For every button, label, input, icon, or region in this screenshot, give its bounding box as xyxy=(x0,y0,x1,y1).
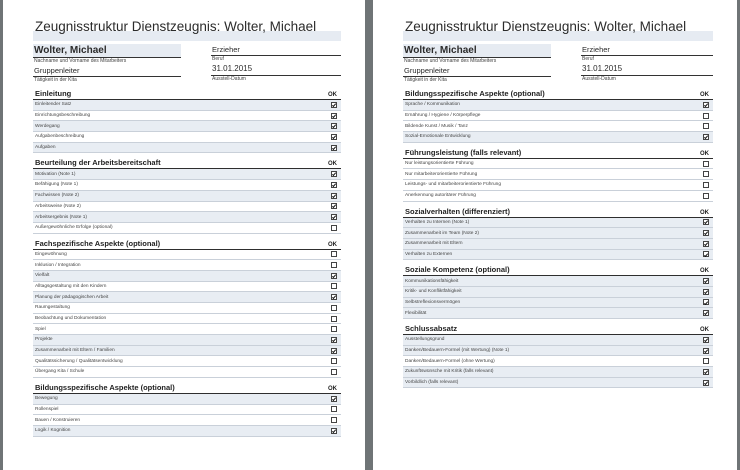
item-label: Eingewöhnung xyxy=(35,251,67,257)
checklist-row xyxy=(33,367,341,378)
checkbox-checked[interactable] xyxy=(703,348,709,354)
item-label: Ausstellungsgrund xyxy=(405,337,445,343)
checklist-row xyxy=(33,143,341,154)
checklist-row xyxy=(33,212,341,223)
checkbox-checked[interactable] xyxy=(703,219,709,225)
item-label: Werdegang xyxy=(35,123,60,129)
section-heading xyxy=(403,146,713,159)
date-caption: Ausstell-Datum xyxy=(212,76,246,82)
checkbox-checked[interactable] xyxy=(703,299,709,305)
checkbox-unchecked[interactable] xyxy=(331,406,337,412)
checkbox-checked[interactable] xyxy=(331,171,337,177)
item-label: Aufgabenbeschreibung xyxy=(35,134,85,140)
ok-column-label: OK xyxy=(328,92,337,98)
checklist-row xyxy=(33,121,341,132)
checkbox-unchecked[interactable] xyxy=(703,182,709,188)
checkbox-unchecked[interactable] xyxy=(331,283,337,289)
checkbox-unchecked[interactable] xyxy=(703,161,709,167)
section-title: Einleitung xyxy=(35,89,72,98)
job-value: Erzieher xyxy=(212,45,240,54)
checkbox-checked[interactable] xyxy=(331,294,337,300)
section-heading xyxy=(33,156,341,169)
checkbox-unchecked[interactable] xyxy=(703,123,709,129)
checkbox-checked[interactable] xyxy=(703,337,709,343)
checklist-row xyxy=(403,159,713,170)
item-label: Qualitätssicherung / Qualitätsentwicklung xyxy=(35,358,123,364)
role-caption: Tätigkeit in der Kita xyxy=(34,77,77,83)
checklist-row xyxy=(33,415,341,426)
header-left-column xyxy=(33,44,181,84)
checkbox-unchecked[interactable] xyxy=(331,305,337,311)
section-title: Soziale Kompetenz (optional) xyxy=(405,265,510,275)
checklist-row xyxy=(33,314,341,325)
section-title: Sozialverhalten (differenziert) xyxy=(405,206,511,216)
item-label: Alltagsgestaltung mit den Kindern xyxy=(35,283,107,289)
checkbox-checked[interactable] xyxy=(703,102,709,108)
item-label: Kritik- und Konfliktfähigkeit xyxy=(405,289,462,295)
item-label: Arbeitsweise (Note 2) xyxy=(35,203,81,209)
ok-column-label: OK xyxy=(700,92,709,98)
checklist-row xyxy=(33,394,341,405)
item-label: Projekte xyxy=(35,337,53,343)
checkbox-checked[interactable] xyxy=(331,203,337,209)
checkbox-checked[interactable] xyxy=(703,278,709,284)
item-label: Zusammenarbeit mit Eltern / Familien xyxy=(35,348,115,354)
job-caption: Beruf xyxy=(212,56,224,62)
ok-column-label: OK xyxy=(700,327,709,333)
item-label: Nur leistungsorientierte Führung xyxy=(405,161,474,167)
item-label: Zukunftswünsche mit Kritik (falls relevant) xyxy=(405,369,494,375)
checkbox-unchecked[interactable] xyxy=(331,369,337,375)
item-label: Motivation (Note 1) xyxy=(35,171,76,177)
item-label: Bildende Kunst / Musik / Tanz xyxy=(405,123,468,129)
section-title: Führungsleistung (falls relevant) xyxy=(405,147,522,157)
section-title: Beurteilung der Arbeitsbereitschaft xyxy=(35,158,161,168)
checklist-row xyxy=(33,250,341,261)
item-label: Bewegung xyxy=(35,396,58,402)
checklist-row xyxy=(403,276,713,287)
checklist-row xyxy=(403,378,713,389)
item-label: Zusammenarbeit mit Eltern xyxy=(405,241,463,247)
checklist-row xyxy=(403,298,713,309)
checkbox-checked[interactable] xyxy=(331,273,337,279)
header-right-column xyxy=(581,44,713,84)
ok-column-label: OK xyxy=(328,385,337,392)
document-page-left xyxy=(3,0,365,470)
item-label: Vielfalt xyxy=(35,273,50,279)
checkbox-checked[interactable] xyxy=(331,134,337,140)
checklist-row xyxy=(403,239,713,250)
item-label: Vorbildlich (falls relevant) xyxy=(405,380,459,386)
checklist-row xyxy=(403,250,713,261)
checkbox-checked[interactable] xyxy=(331,123,337,129)
section-title: Bildungsspezifische Aspekte (optional) xyxy=(405,89,545,98)
checklist-row xyxy=(33,405,341,416)
document-title: Zeugnisstruktur Dienstzeugnis: Wolter, Michael xyxy=(403,19,713,41)
checklist-row xyxy=(33,303,341,314)
checklist-row xyxy=(403,346,713,357)
checklist-row xyxy=(33,292,341,303)
document-title: Zeugnisstruktur Dienstzeugnis: Wolter, Michael xyxy=(33,19,341,41)
item-label: Leistungs- und mitarbeiterorientierte Führung xyxy=(405,182,501,188)
item-label: Planung der pädagogischen Arbeit xyxy=(35,294,109,300)
item-label: Anerkennung autoritärer Führung xyxy=(405,193,476,199)
ok-column-label: OK xyxy=(700,268,709,275)
item-label: Einrichtungsbeschreibung xyxy=(35,113,91,119)
checklist-row xyxy=(403,228,713,239)
item-label: Danken/Bedauern-Formel (mit Wertung) (Note 1) xyxy=(405,348,510,354)
item-label: Raumgestaltung xyxy=(35,305,70,311)
checkbox-checked[interactable] xyxy=(703,230,709,236)
checklist-row xyxy=(403,132,713,143)
checkbox-unchecked[interactable] xyxy=(703,193,709,199)
employee-name: Wolter, Michael xyxy=(33,44,181,57)
checkbox-checked[interactable] xyxy=(331,145,337,151)
checklist-row xyxy=(33,335,341,346)
item-label: Sprache / Kommunikation xyxy=(405,102,460,108)
item-label: Außergewöhnliche Erfolge (optional) xyxy=(35,225,113,231)
checklist-row xyxy=(33,191,341,202)
checklist-row xyxy=(403,191,713,202)
checklist-row xyxy=(33,132,341,143)
item-label: Logik / Kognition xyxy=(35,428,71,434)
date-caption: Ausstell-Datum xyxy=(582,76,616,82)
header-fields xyxy=(403,44,713,84)
checkbox-checked[interactable] xyxy=(703,369,709,375)
checkbox-checked[interactable] xyxy=(703,310,709,316)
date-value: 31.01.2015 xyxy=(212,64,253,73)
item-label: Befähigung (Note 1) xyxy=(35,182,78,188)
checklist-row xyxy=(403,308,713,319)
checklist-row xyxy=(33,260,341,271)
checkbox-unchecked[interactable] xyxy=(703,358,709,364)
checklist-row xyxy=(403,180,713,191)
item-label: Einleitender Satz xyxy=(35,102,72,108)
item-label: Fachwissen (Note 2) xyxy=(35,193,79,199)
checklist-row xyxy=(33,202,341,213)
checkbox-checked[interactable] xyxy=(703,241,709,247)
checklist-row xyxy=(403,218,713,229)
checkbox-checked[interactable] xyxy=(703,380,709,386)
item-label: Verhalten zu Externen xyxy=(405,251,453,257)
employee-name-caption: Nachname und Vorname des Mitarbeiters xyxy=(404,58,497,64)
item-label: Nur mitarbeiterorientierte Führung xyxy=(405,171,478,177)
header-right-column xyxy=(211,44,341,84)
checklist-row xyxy=(403,367,713,378)
checklist-row xyxy=(33,169,341,180)
checklist-row xyxy=(33,223,341,234)
checklist-row xyxy=(33,356,341,367)
checkbox-unchecked[interactable] xyxy=(331,225,337,231)
checkbox-checked[interactable] xyxy=(331,214,337,220)
checklist-row xyxy=(403,356,713,367)
checkbox-unchecked[interactable] xyxy=(331,316,337,322)
item-label: Danken/Bedauern-Formel (ohne Wertung) xyxy=(405,358,495,364)
checklist-row xyxy=(33,324,341,335)
item-label: Flexibilität xyxy=(405,310,427,316)
item-label: Aufgaben xyxy=(35,145,56,151)
ok-column-label: OK xyxy=(700,209,709,216)
ok-column-label: OK xyxy=(328,241,337,248)
item-label: Ernährung / Hygiene / Körperpflege xyxy=(405,113,481,119)
checkbox-checked[interactable] xyxy=(331,428,337,434)
checkbox-unchecked[interactable] xyxy=(331,326,337,332)
checklist-row xyxy=(403,111,713,122)
section-heading xyxy=(403,205,713,218)
checklist-row xyxy=(33,180,341,191)
checkbox-checked[interactable] xyxy=(331,182,337,188)
checklist-row xyxy=(33,426,341,437)
checkbox-checked[interactable] xyxy=(331,193,337,199)
employee-name: Wolter, Michael xyxy=(403,44,551,57)
item-label: Arbeitsergebnis (Note 1) xyxy=(35,214,87,220)
role-caption: Tätigkeit in der Kita xyxy=(404,77,447,83)
item-label: Zusammenarbeit im Team (Note 2) xyxy=(405,230,480,236)
section-heading xyxy=(403,322,713,335)
checklist-row xyxy=(403,335,713,346)
job-value: Erzieher xyxy=(582,45,610,54)
date-value: 31.01.2015 xyxy=(582,64,623,73)
item-label: Übergang Kita / Schule xyxy=(35,369,85,375)
checklist-row xyxy=(403,287,713,298)
checkbox-checked[interactable] xyxy=(703,289,709,295)
checklist-row xyxy=(33,111,341,122)
item-label: Beobachtung und Dokumentation xyxy=(35,316,107,322)
section-heading xyxy=(33,381,341,394)
checkbox-checked[interactable] xyxy=(703,251,709,257)
checklist-row xyxy=(33,100,341,111)
checkbox-unchecked[interactable] xyxy=(703,171,709,177)
checklist-row xyxy=(33,271,341,282)
section-title: Fachspezifische Aspekte (optional) xyxy=(35,238,161,248)
section-title: Schlussabsatz xyxy=(405,324,458,333)
ok-column-label: OK xyxy=(700,150,709,157)
checkbox-checked[interactable] xyxy=(331,337,337,343)
header-fields xyxy=(33,44,341,84)
checkbox-unchecked[interactable] xyxy=(331,251,337,257)
checkbox-unchecked[interactable] xyxy=(331,417,337,423)
section-title: Bildungsspezifische Aspekte (optional) xyxy=(35,382,175,392)
item-label: Kommunikationsfähigkeit xyxy=(405,278,459,284)
item-label: Spiel xyxy=(35,326,46,332)
checkbox-checked[interactable] xyxy=(331,113,337,119)
checklist-row xyxy=(403,169,713,180)
item-label: Bauen / Konstruieren xyxy=(35,417,81,423)
section-heading xyxy=(403,263,713,276)
checklist-row xyxy=(33,282,341,293)
document-page-right xyxy=(373,0,737,470)
checkbox-checked[interactable] xyxy=(331,102,337,108)
section-heading xyxy=(33,237,341,250)
item-label: Selbstreflexionsvermögen xyxy=(405,299,461,305)
checklist-row xyxy=(403,100,713,111)
role-value: Gruppenleiter xyxy=(34,66,80,75)
item-label: Inklusion / Integration xyxy=(35,262,81,268)
item-label: Verhalten zu Internen (Note 1) xyxy=(405,219,470,225)
checkbox-unchecked[interactable] xyxy=(331,358,337,364)
checklist-row xyxy=(33,346,341,357)
checkbox-unchecked[interactable] xyxy=(703,113,709,119)
item-label: Rollenspiel xyxy=(35,406,59,412)
checkbox-checked[interactable] xyxy=(331,396,337,402)
role-value: Gruppenleiter xyxy=(404,66,450,75)
checkbox-checked[interactable] xyxy=(331,348,337,354)
ok-column-label: OK xyxy=(328,161,337,168)
checkbox-unchecked[interactable] xyxy=(331,262,337,268)
employee-name-caption: Nachname und Vorname des Mitarbeiters xyxy=(34,58,127,64)
item-label: Sozial-Emotionale Entwicklung xyxy=(405,134,471,140)
job-caption: Beruf xyxy=(582,56,594,62)
checkbox-checked[interactable] xyxy=(703,134,709,140)
header-left-column xyxy=(403,44,551,84)
section-heading xyxy=(33,87,341,100)
section-heading xyxy=(403,87,713,100)
checklist-row xyxy=(403,121,713,132)
